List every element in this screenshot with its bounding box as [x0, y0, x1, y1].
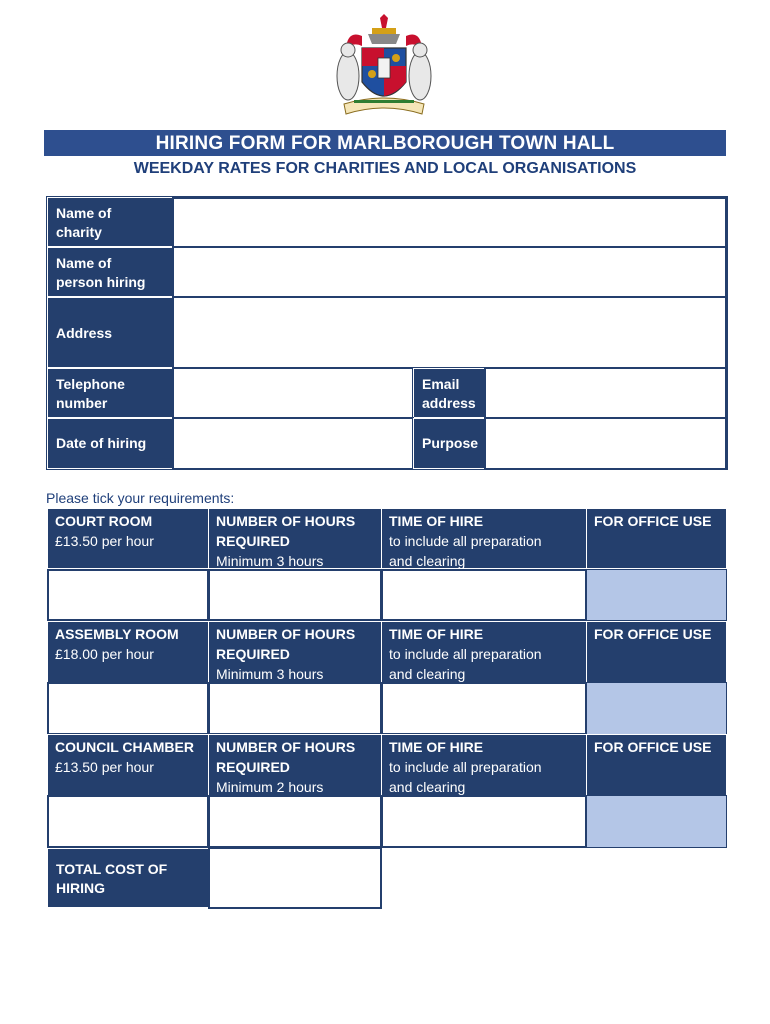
hours-minimum: Minimum 2 hours [216, 779, 324, 795]
room-rate: £13.50 per hour [55, 759, 154, 775]
phone-label-line2: number [56, 395, 108, 411]
assembly-room-time-field[interactable] [381, 682, 587, 735]
office-heading: FOR OFFICE USE [594, 513, 712, 529]
form-title: HIRING FORM FOR MARLBOROUGH TOWN HALL [44, 130, 726, 156]
court-room-time-field[interactable] [381, 569, 587, 621]
time-heading: TIME OF HIRE [389, 626, 484, 642]
hours-header-council [208, 734, 382, 796]
total-label-line1: TOTAL COST OF [56, 861, 168, 877]
council-chamber-office-use [586, 795, 727, 848]
email-label [413, 368, 485, 418]
total-label-line2: HIRING [56, 880, 105, 896]
assembly-room-office-use [586, 682, 727, 735]
address-field[interactable] [172, 296, 727, 369]
purpose-label-text: Purpose [422, 435, 479, 451]
time-note-2: and clearing [389, 666, 466, 682]
address-label-text: Address [56, 325, 113, 341]
time-note-1: to include all preparation [389, 646, 542, 662]
office-heading: FOR OFFICE USE [594, 739, 712, 755]
office-header-court [586, 508, 727, 569]
time-header-court [381, 508, 587, 569]
room-name: COURT ROOM [55, 513, 153, 529]
office-heading: FOR OFFICE USE [594, 626, 712, 642]
assembly-room-tick-box[interactable] [47, 682, 209, 735]
person-label-line2: person hiring [56, 274, 146, 290]
time-note-1: to include all preparation [389, 759, 542, 775]
room-name: COUNCIL CHAMBER [55, 739, 194, 755]
phone-label [47, 368, 173, 418]
hours-minimum: Minimum 3 hours [216, 553, 324, 569]
hours-heading-1: NUMBER OF HOURS [216, 626, 356, 642]
charity-label-line1: Name of [56, 205, 112, 221]
email-label-line2: address [422, 395, 476, 411]
person-label-line1: Name of [56, 255, 112, 271]
time-heading: TIME OF HIRE [389, 739, 484, 755]
room-header-court [47, 508, 209, 569]
charity-label [47, 197, 173, 247]
hours-heading-2: REQUIRED [216, 646, 290, 662]
hours-heading-2: REQUIRED [216, 759, 290, 775]
purpose-label [413, 418, 485, 469]
time-header-council [381, 734, 587, 796]
time-note-1: to include all preparation [389, 533, 542, 549]
room-name: ASSEMBLY ROOM [55, 626, 179, 642]
time-header-assembly [381, 621, 587, 683]
time-note-2: and clearing [389, 553, 466, 569]
office-header-council [586, 734, 727, 796]
date-label [47, 418, 173, 469]
room-header-council [47, 734, 209, 796]
office-header-assembly [586, 621, 727, 683]
date-label-text: Date of hiring [56, 435, 147, 451]
coat-of-arms-icon [328, 14, 440, 126]
email-label-line1: Email [422, 376, 460, 392]
court-room-hours-field[interactable] [208, 569, 382, 621]
room-rate: £18.00 per hour [55, 646, 154, 662]
hours-header-assembly [208, 621, 382, 683]
council-chamber-time-field[interactable] [381, 795, 587, 848]
court-room-office-use [586, 569, 727, 621]
council-chamber-hours-field[interactable] [208, 795, 382, 848]
hours-header-court [208, 508, 382, 569]
hours-heading-2: REQUIRED [216, 533, 290, 549]
room-header-assembly [47, 621, 209, 683]
assembly-room-hours-field[interactable] [208, 682, 382, 735]
council-chamber-tick-box[interactable] [47, 795, 209, 848]
email-field[interactable] [484, 367, 727, 419]
person-name-field[interactable] [172, 246, 727, 298]
court-room-tick-box[interactable] [47, 569, 209, 621]
total-cost-field[interactable] [208, 847, 382, 909]
hours-heading-1: NUMBER OF HOURS [216, 739, 356, 755]
date-field[interactable] [172, 417, 414, 470]
hours-heading-1: NUMBER OF HOURS [216, 513, 356, 529]
time-note-2: and clearing [389, 779, 466, 795]
hours-minimum: Minimum 3 hours [216, 666, 324, 682]
phone-label-line1: Telephone [56, 376, 125, 392]
purpose-field[interactable] [484, 417, 727, 470]
time-heading: TIME OF HIRE [389, 513, 484, 529]
phone-field[interactable] [172, 367, 414, 419]
address-label [47, 297, 173, 368]
tick-instructions: Please tick your requirements: [46, 490, 235, 506]
charity-label-line2: charity [56, 224, 102, 240]
charity-name-field[interactable] [172, 197, 727, 248]
form-subtitle: WEEKDAY RATES FOR CHARITIES AND LOCAL ORGANISATIONS [133, 160, 637, 177]
person-label [47, 247, 173, 297]
total-cost-label [47, 848, 209, 908]
room-rate: £13.50 per hour [55, 533, 154, 549]
